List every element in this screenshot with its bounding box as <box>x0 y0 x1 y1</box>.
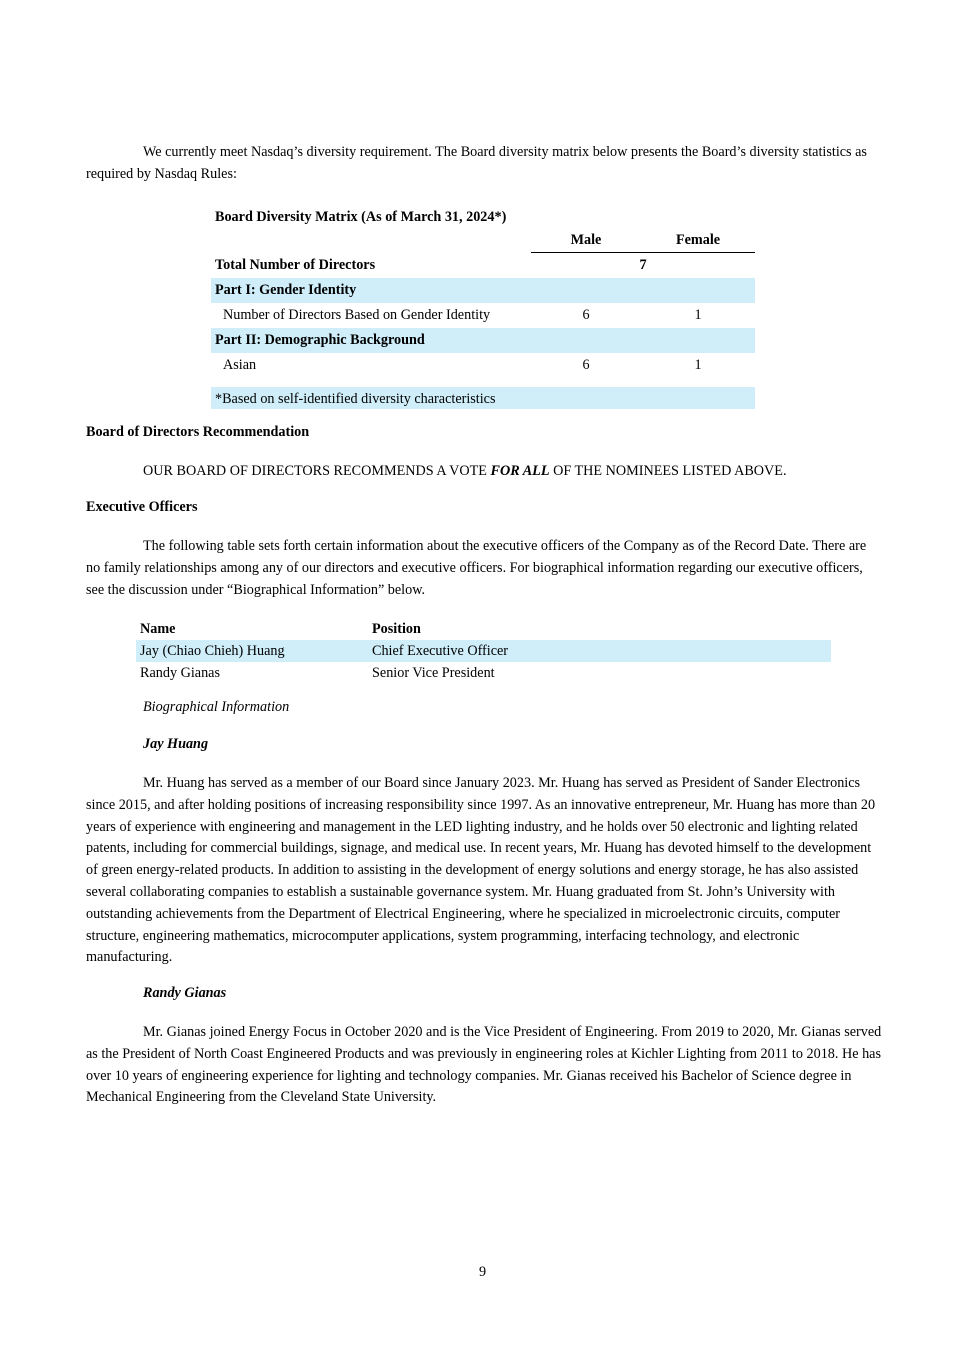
officer-name: Jay (Chiao Chieh) Huang <box>140 643 285 659</box>
recommendation-emphasis: FOR ALL <box>490 463 550 479</box>
matrix-title: Board Diversity Matrix (As of March 31, 2024*) <box>215 209 507 225</box>
matrix-gender-label: Number of Directors Based on Gender Identity <box>223 307 491 323</box>
matrix-part1-label: Part I: Gender Identity <box>215 282 357 298</box>
huang-bio-heading: Jay Huang <box>143 736 209 752</box>
matrix-col-male: Male <box>570 232 602 248</box>
recommendation-text-before: OUR BOARD OF DIRECTORS RECOMMENDS A VOTE <box>143 463 491 479</box>
page-number: 9 <box>478 1264 487 1280</box>
matrix-gender-row <box>211 303 755 328</box>
matrix-asian-female: 1 <box>694 357 702 373</box>
matrix-asian-male: 6 <box>582 357 590 373</box>
officer-position: Senior Vice President <box>372 665 495 681</box>
table-row <box>136 662 831 684</box>
matrix-total-row <box>211 253 755 278</box>
board-diversity-matrix <box>211 206 755 409</box>
recommendation-text-after: OF THE NOMINEES LISTED ABOVE. <box>549 463 787 479</box>
officers-col-name: Name <box>140 621 176 637</box>
matrix-part2-row <box>211 328 755 353</box>
matrix-part1-row <box>211 278 755 303</box>
matrix-col-female: Female <box>675 232 721 248</box>
intro-paragraph: We currently meet Nasdaq’s diversity requirement. The Board diversity matrix below presents the Board’s diversity statistics as required by Nasdaq Rules: <box>86 144 867 182</box>
matrix-header-row <box>211 228 755 253</box>
biographical-information-heading: Biographical Information <box>143 699 290 715</box>
huang-bio-paragraph: Mr. Huang has served as a member of our Board since January 2023. Mr. Huang has served as President of Sander Electronics since 2015, and after holding positions of increasing responsibility since 1997. As an innovative entrepreneur, Mr. Huang has more than 20 years of experience with engineering and management in the LED lighting industry, and he holds over 50 electronic and lighting related patents, including for commercial buildings, signage, and medical use. In recent years, Mr. Huang has devoted himself to the development of green energy-related products. In addition to assisting in the development of energy solutions and energy storage, he has also assisted several collaborating companies to establish a sustainable governance system. Mr. Huang graduated from St. John’s University with outstanding achievements from the Department of Electrical Engineering, where he specialized in microelectronic circuits, computer structure, engineering mathematics, microcomputer applications, system programming, interfacing technology, and electronic manufacturing. <box>86 775 876 966</box>
officers-col-position: Position <box>372 621 421 637</box>
executive-officers-heading: Executive Officers <box>86 499 198 515</box>
table-row <box>136 640 831 662</box>
matrix-total-value: 7 <box>639 257 647 273</box>
executive-officers-table <box>136 618 831 684</box>
officer-position: Chief Executive Officer <box>372 643 509 659</box>
officers-header-row <box>136 618 831 640</box>
matrix-gender-male: 6 <box>582 307 590 323</box>
recommendation-text <box>86 461 882 483</box>
matrix-asian-label: Asian <box>223 357 257 373</box>
executive-officers-intro: The following table sets forth certain information about the executive officers of the Company as of the Record Date. There are no family relationships among any of our directors and executive officers. For biographical information regarding our executive officers, see the discussion under “Biographical Information” below. <box>86 538 867 598</box>
recommendation-heading: Board of Directors Recommendation <box>86 424 310 440</box>
matrix-total-label: Total Number of Directors <box>215 257 376 273</box>
matrix-part2-label: Part II: Demographic Background <box>215 332 425 348</box>
gianas-bio-paragraph: Mr. Gianas joined Energy Focus in October 2020 and is the Vice President of Engineering. From 2019 to 2020, Mr. Gianas served as the President of North Coast Engineered Products and was previously in engineering roles at Kichler Lighting from 2011 to 2018. He has over 10 years of engineering experience for lighting and technology companies. Mr. Gianas received his Bachelor of Science degree in Mechanical Engineering from the Cleveland State University. <box>86 1024 882 1106</box>
matrix-footnote-row <box>211 387 755 409</box>
matrix-gender-female: 1 <box>694 307 702 323</box>
matrix-footnote: *Based on self-identified diversity characteristics <box>215 391 496 407</box>
officer-name: Randy Gianas <box>140 665 220 681</box>
matrix-asian-row <box>211 353 755 378</box>
gianas-bio-heading: Randy Gianas <box>143 985 227 1001</box>
